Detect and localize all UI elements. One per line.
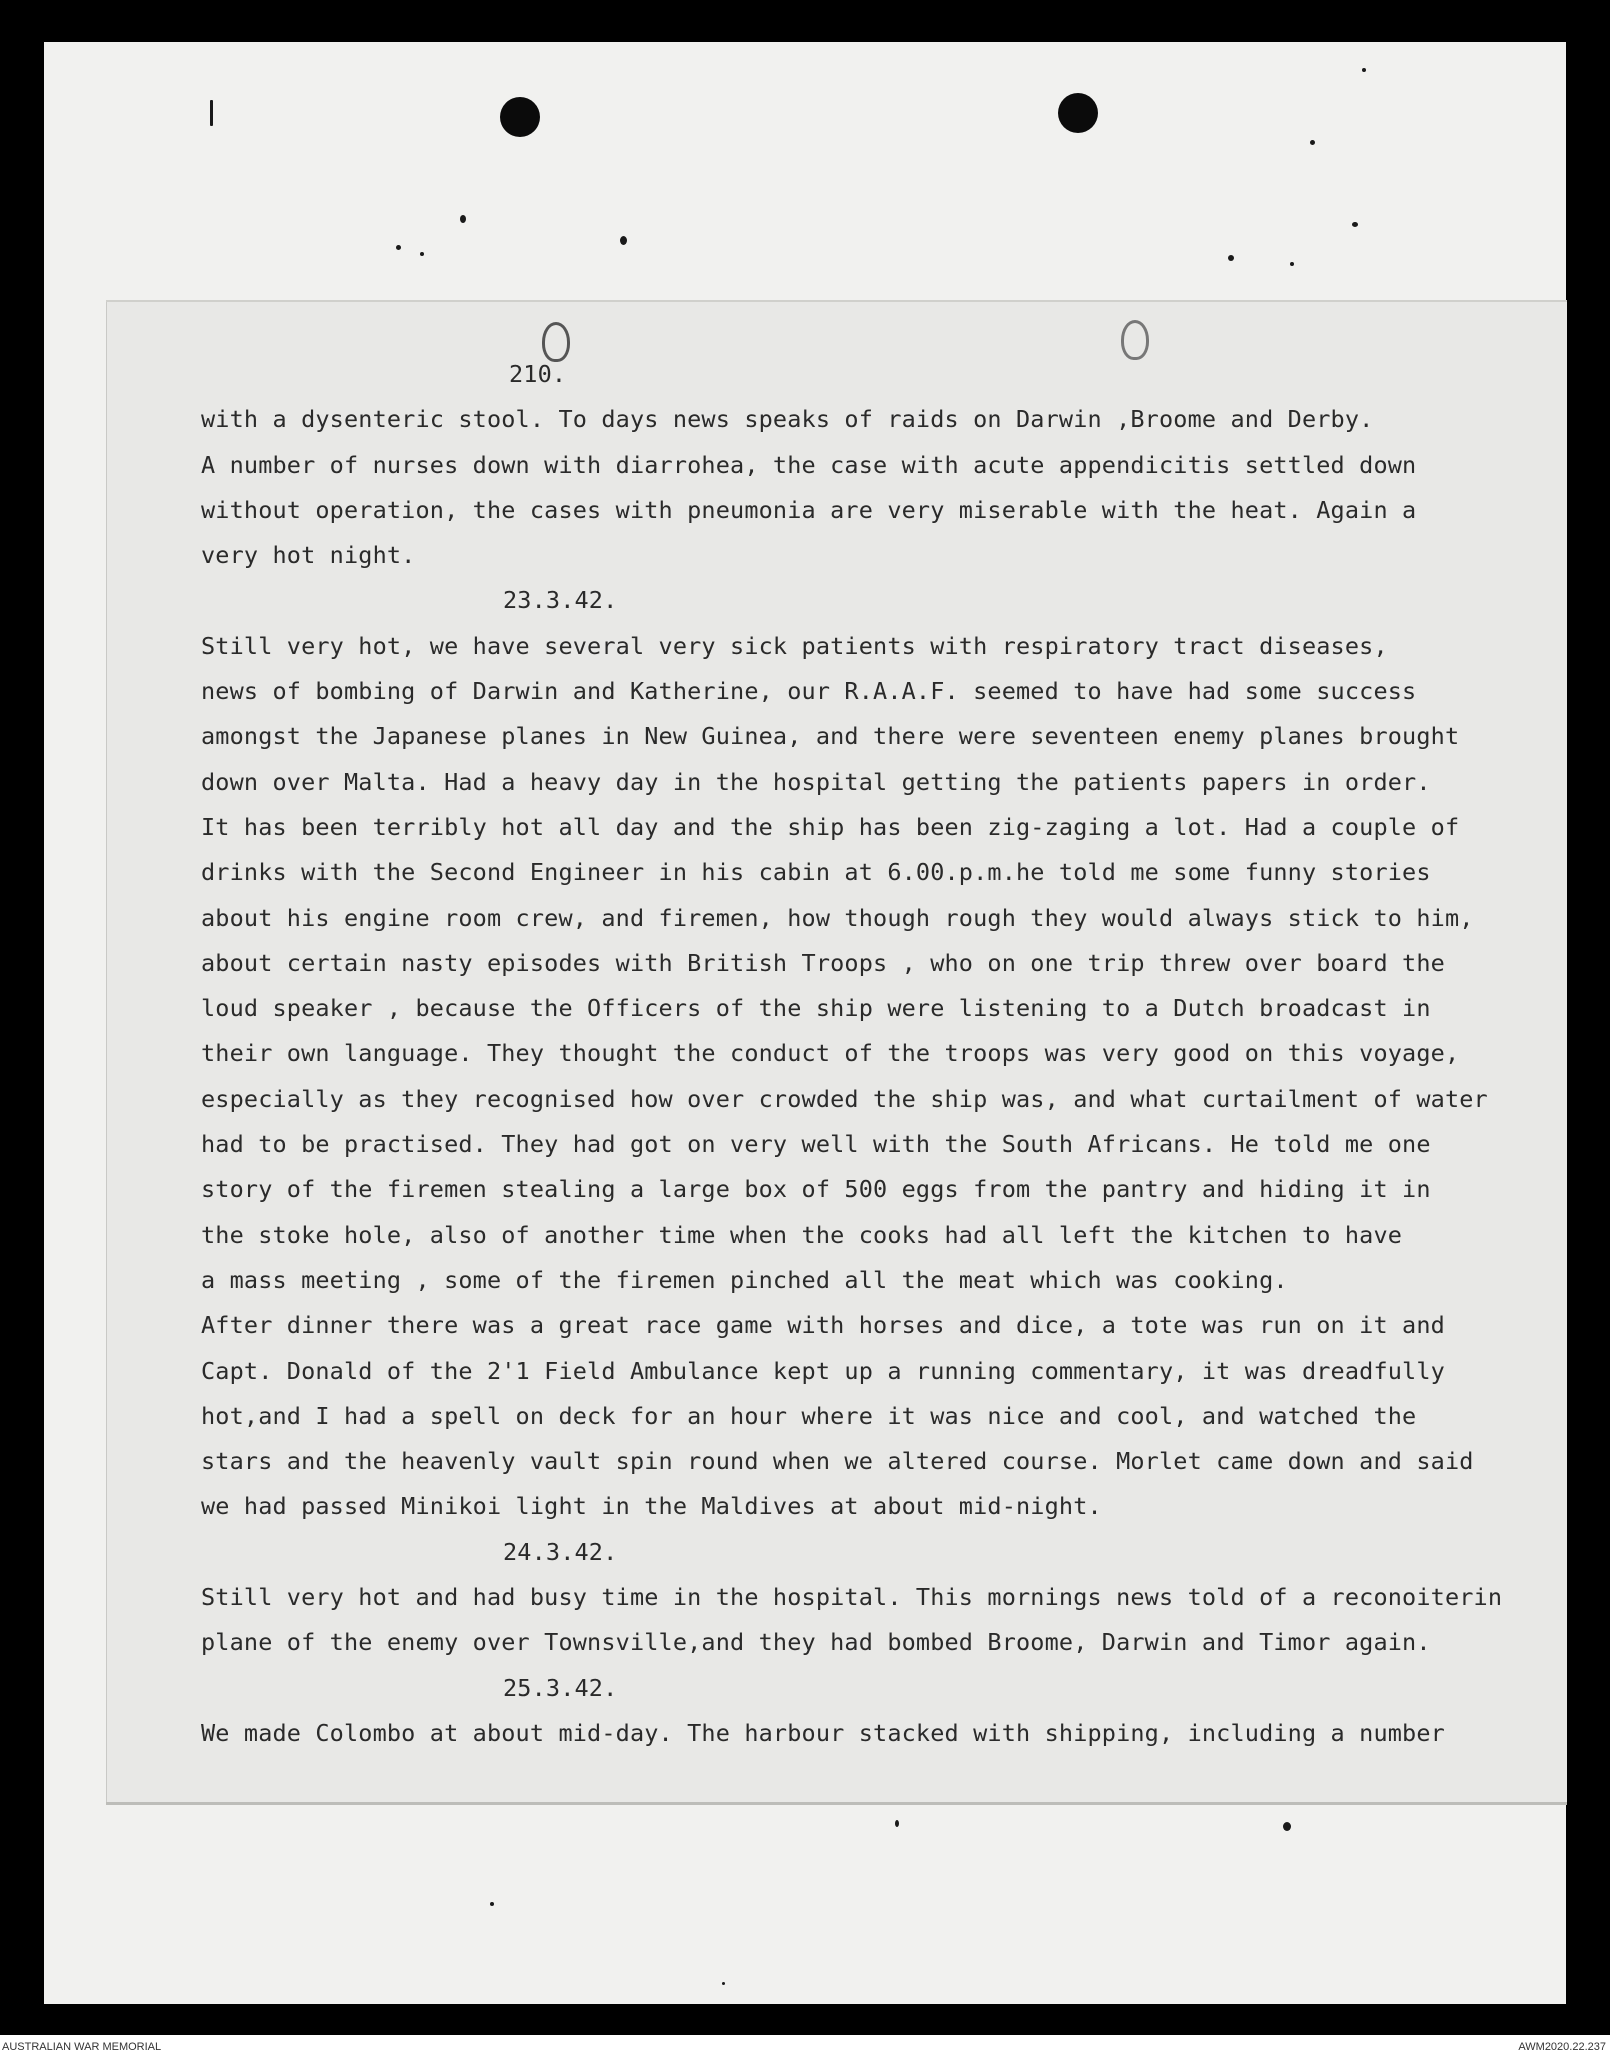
archive-name: AUSTRALIAN WAR MEMORIAL <box>2 2041 162 2053</box>
text-line: It has been terribly hot all day and the ship has been zig-zaging a lot. Had a couple of <box>201 812 1460 841</box>
text-line: a mass meeting , some of the firemen pinched all the meat which was cooking. <box>201 1265 1288 1294</box>
text-line: especially as they recognised how over crowded the ship was, and what curtailment of water <box>201 1084 1488 1113</box>
text-line: news of bombing of Darwin and Katherine, our R.A.A.F. seemed to have had some success <box>201 677 1417 706</box>
punch-hole-right <box>1058 93 1098 133</box>
text-line: the stoke hole, also of another time when the cooks had all left the kitchen to have <box>201 1220 1403 1249</box>
text-line: plane of the enemy over Townsville,and they had bombed Broome, Darwin and Timor again. <box>201 1628 1431 1657</box>
typed-text <box>201 352 1581 1756</box>
text-line: about certain nasty episodes with British Troops , who on one trip threw over board the <box>201 948 1445 977</box>
text-line: with a dysenteric stool. To days news speaks of raids on Darwin ,Broome and Derby. <box>201 405 1374 434</box>
text-line: hot,and I had a spell on deck for an hour where it was nice and cool, and watched the <box>201 1401 1417 1430</box>
text-line: drinks with the Second Engineer in his cabin at 6.00.p.m.he told me some funny stories <box>201 858 1431 887</box>
text-line: amongst the Japanese planes in New Guinea, and there were seventeen enemy planes brought <box>201 722 1460 751</box>
diary-page <box>106 302 1567 1802</box>
text-line: about his engine room crew, and firemen, how though rough they would always stick to him, <box>201 903 1474 932</box>
text-line: Capt. Donald of the 2'1 Field Ambulance kept up a running commentary, it was dreadfully <box>201 1356 1445 1385</box>
text-line: After dinner there was a great race game with horses and dice, a tote was run on it and <box>201 1311 1445 1340</box>
entry-date: 24.3.42. <box>503 1537 618 1566</box>
archive-reference: AWM2020.22.237 <box>1518 2041 1606 2053</box>
text-line: A number of nurses down with diarrohea, the case with acute appendicitis settled down <box>201 450 1417 479</box>
text-line: story of the firemen stealing a large box of 500 eggs from the pantry and hiding it in <box>201 1175 1431 1204</box>
text-line: we had passed Minikoi light in the Maldives at about mid-night. <box>201 1492 1102 1521</box>
text-line: their own language. They thought the conduct of the troops was very good on this voyage, <box>201 1039 1460 1068</box>
page-number: 210. <box>509 360 567 388</box>
entry-date: 23.3.42. <box>503 586 618 615</box>
text-line: very hot night. <box>201 541 416 570</box>
text-line: Still very hot and had busy time in the hospital. This mornings news told of a reconoiterin <box>201 1583 1503 1612</box>
text-line: loud speaker , because the Officers of the ship were listening to a Dutch broadcast in <box>201 994 1431 1023</box>
text-line: Still very hot, we have several very sick patients with respiratory tract diseases, <box>201 631 1388 660</box>
text-line: We made Colombo at about mid-day. The harbour stacked with shipping, including a number <box>201 1718 1445 1747</box>
archive-footer <box>0 2035 1610 2061</box>
text-line: had to be practised. They had got on very well with the South Africans. He told me one <box>201 1130 1431 1159</box>
text-line: stars and the heavenly vault spin round when we altered course. Morlet came down and said <box>201 1447 1474 1476</box>
entry-date: 25.3.42. <box>503 1673 618 1702</box>
punch-hole-left <box>500 97 540 137</box>
text-line: down over Malta. Had a heavy day in the hospital getting the patients papers in order. <box>201 767 1431 796</box>
text-line: without operation, the cases with pneumonia are very miserable with the heat. Again a <box>201 495 1417 524</box>
